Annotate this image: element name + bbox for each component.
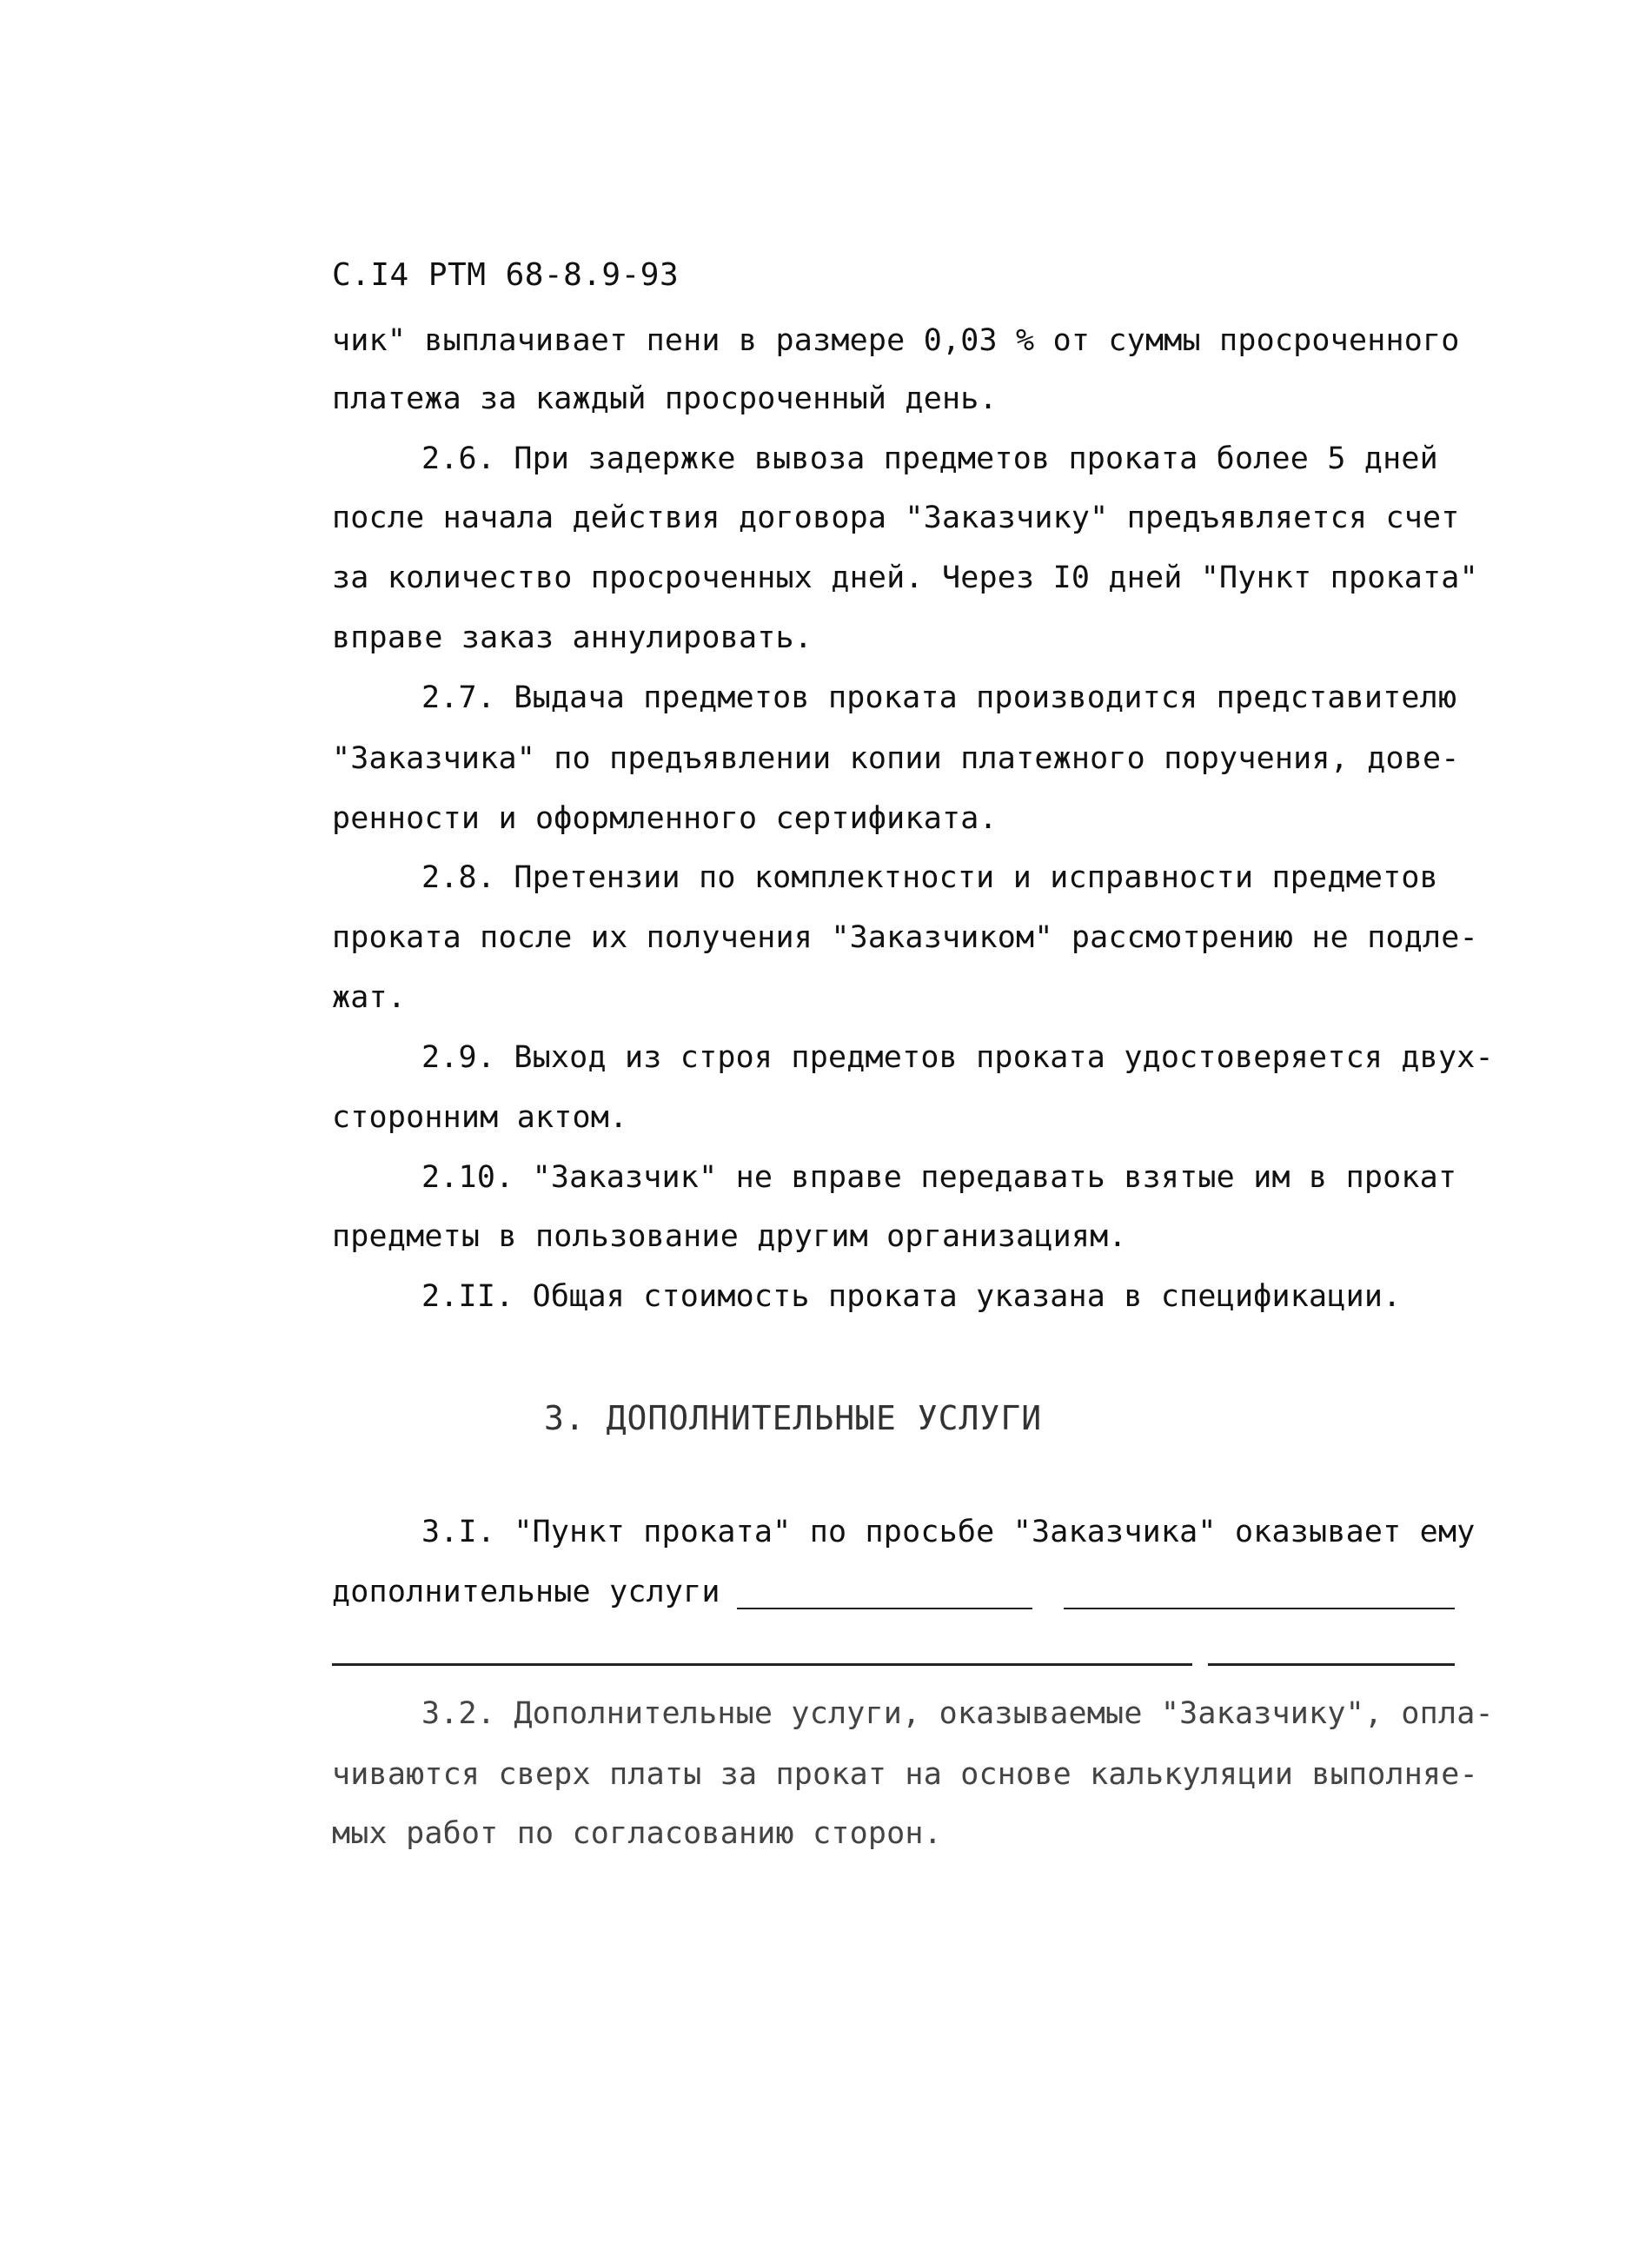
fill-in-blank <box>1064 1608 1455 1609</box>
paragraph-line: мых работ по согласованию сторон. <box>332 1816 942 1851</box>
paragraph-line: за количество просроченных дней. Через I0 дней "Пункт проката" <box>332 560 1478 595</box>
paragraph-line: жат. <box>332 980 407 1015</box>
fill-in-blank <box>1208 1663 1455 1666</box>
paragraph-line: 2.10. "Заказчик" не вправе передавать взятые им в прокат <box>421 1160 1457 1195</box>
paragraph-line: после начала действия договора "Заказчику" предъявляется счет <box>332 501 1460 535</box>
paragraph-line: сторонним актом. <box>332 1100 628 1135</box>
paragraph-line: ренности и оформленного сертификата. <box>332 801 998 836</box>
paragraph-line: 2.6. При задержке вывоза предметов проката более 5 дней <box>421 441 1438 476</box>
paragraph-line: вправе заказ аннулировать. <box>332 620 813 655</box>
paragraph-line: "Заказчика" по предъявлении копии платежного поручения, дове- <box>332 741 1460 776</box>
fill-in-blank <box>737 1608 1032 1609</box>
paragraph-line: 2.II. Общая стоимость проката указана в спецификации. <box>421 1279 1402 1314</box>
paragraph-line: 3.I. "Пункт проката" по просьбе "Заказчика" оказывает ему <box>421 1515 1476 1549</box>
paragraph-line: предметы в пользование другим организациям. <box>332 1219 1127 1254</box>
section-heading: 3. ДОПОЛНИТЕЛЬНЫЕ УСЛУГИ <box>544 1399 1043 1437</box>
paragraph-line: платежа за каждый просроченный день. <box>332 381 998 416</box>
paragraph-line: 2.7. Выдача предметов проката производится представителю <box>421 680 1457 715</box>
paragraph-line: 3.2. Дополнительные услуги, оказываемые "Заказчику", опла- <box>421 1696 1494 1731</box>
paragraph-line: 2.9. Выход из строя предметов проката удостоверяется двух- <box>421 1040 1494 1075</box>
fill-in-blank <box>332 1663 1192 1666</box>
paragraph-line: проката после их получения "Заказчиком" рассмотрению не подле- <box>332 920 1478 955</box>
paragraph-line: чик" выплачивает пени в размере 0,03 % от суммы просроченного <box>332 323 1460 358</box>
paragraph-line: чиваются сверх платы за прокат на основе калькуляции выполняе- <box>332 1757 1478 1792</box>
paragraph-line: 2.8. Претензии по комплектности и исправности предметов <box>421 860 1438 895</box>
paragraph-line: дополнительные услуги <box>332 1575 720 1609</box>
page-header: С.I4 РТМ 68-8.9-93 <box>332 257 680 293</box>
